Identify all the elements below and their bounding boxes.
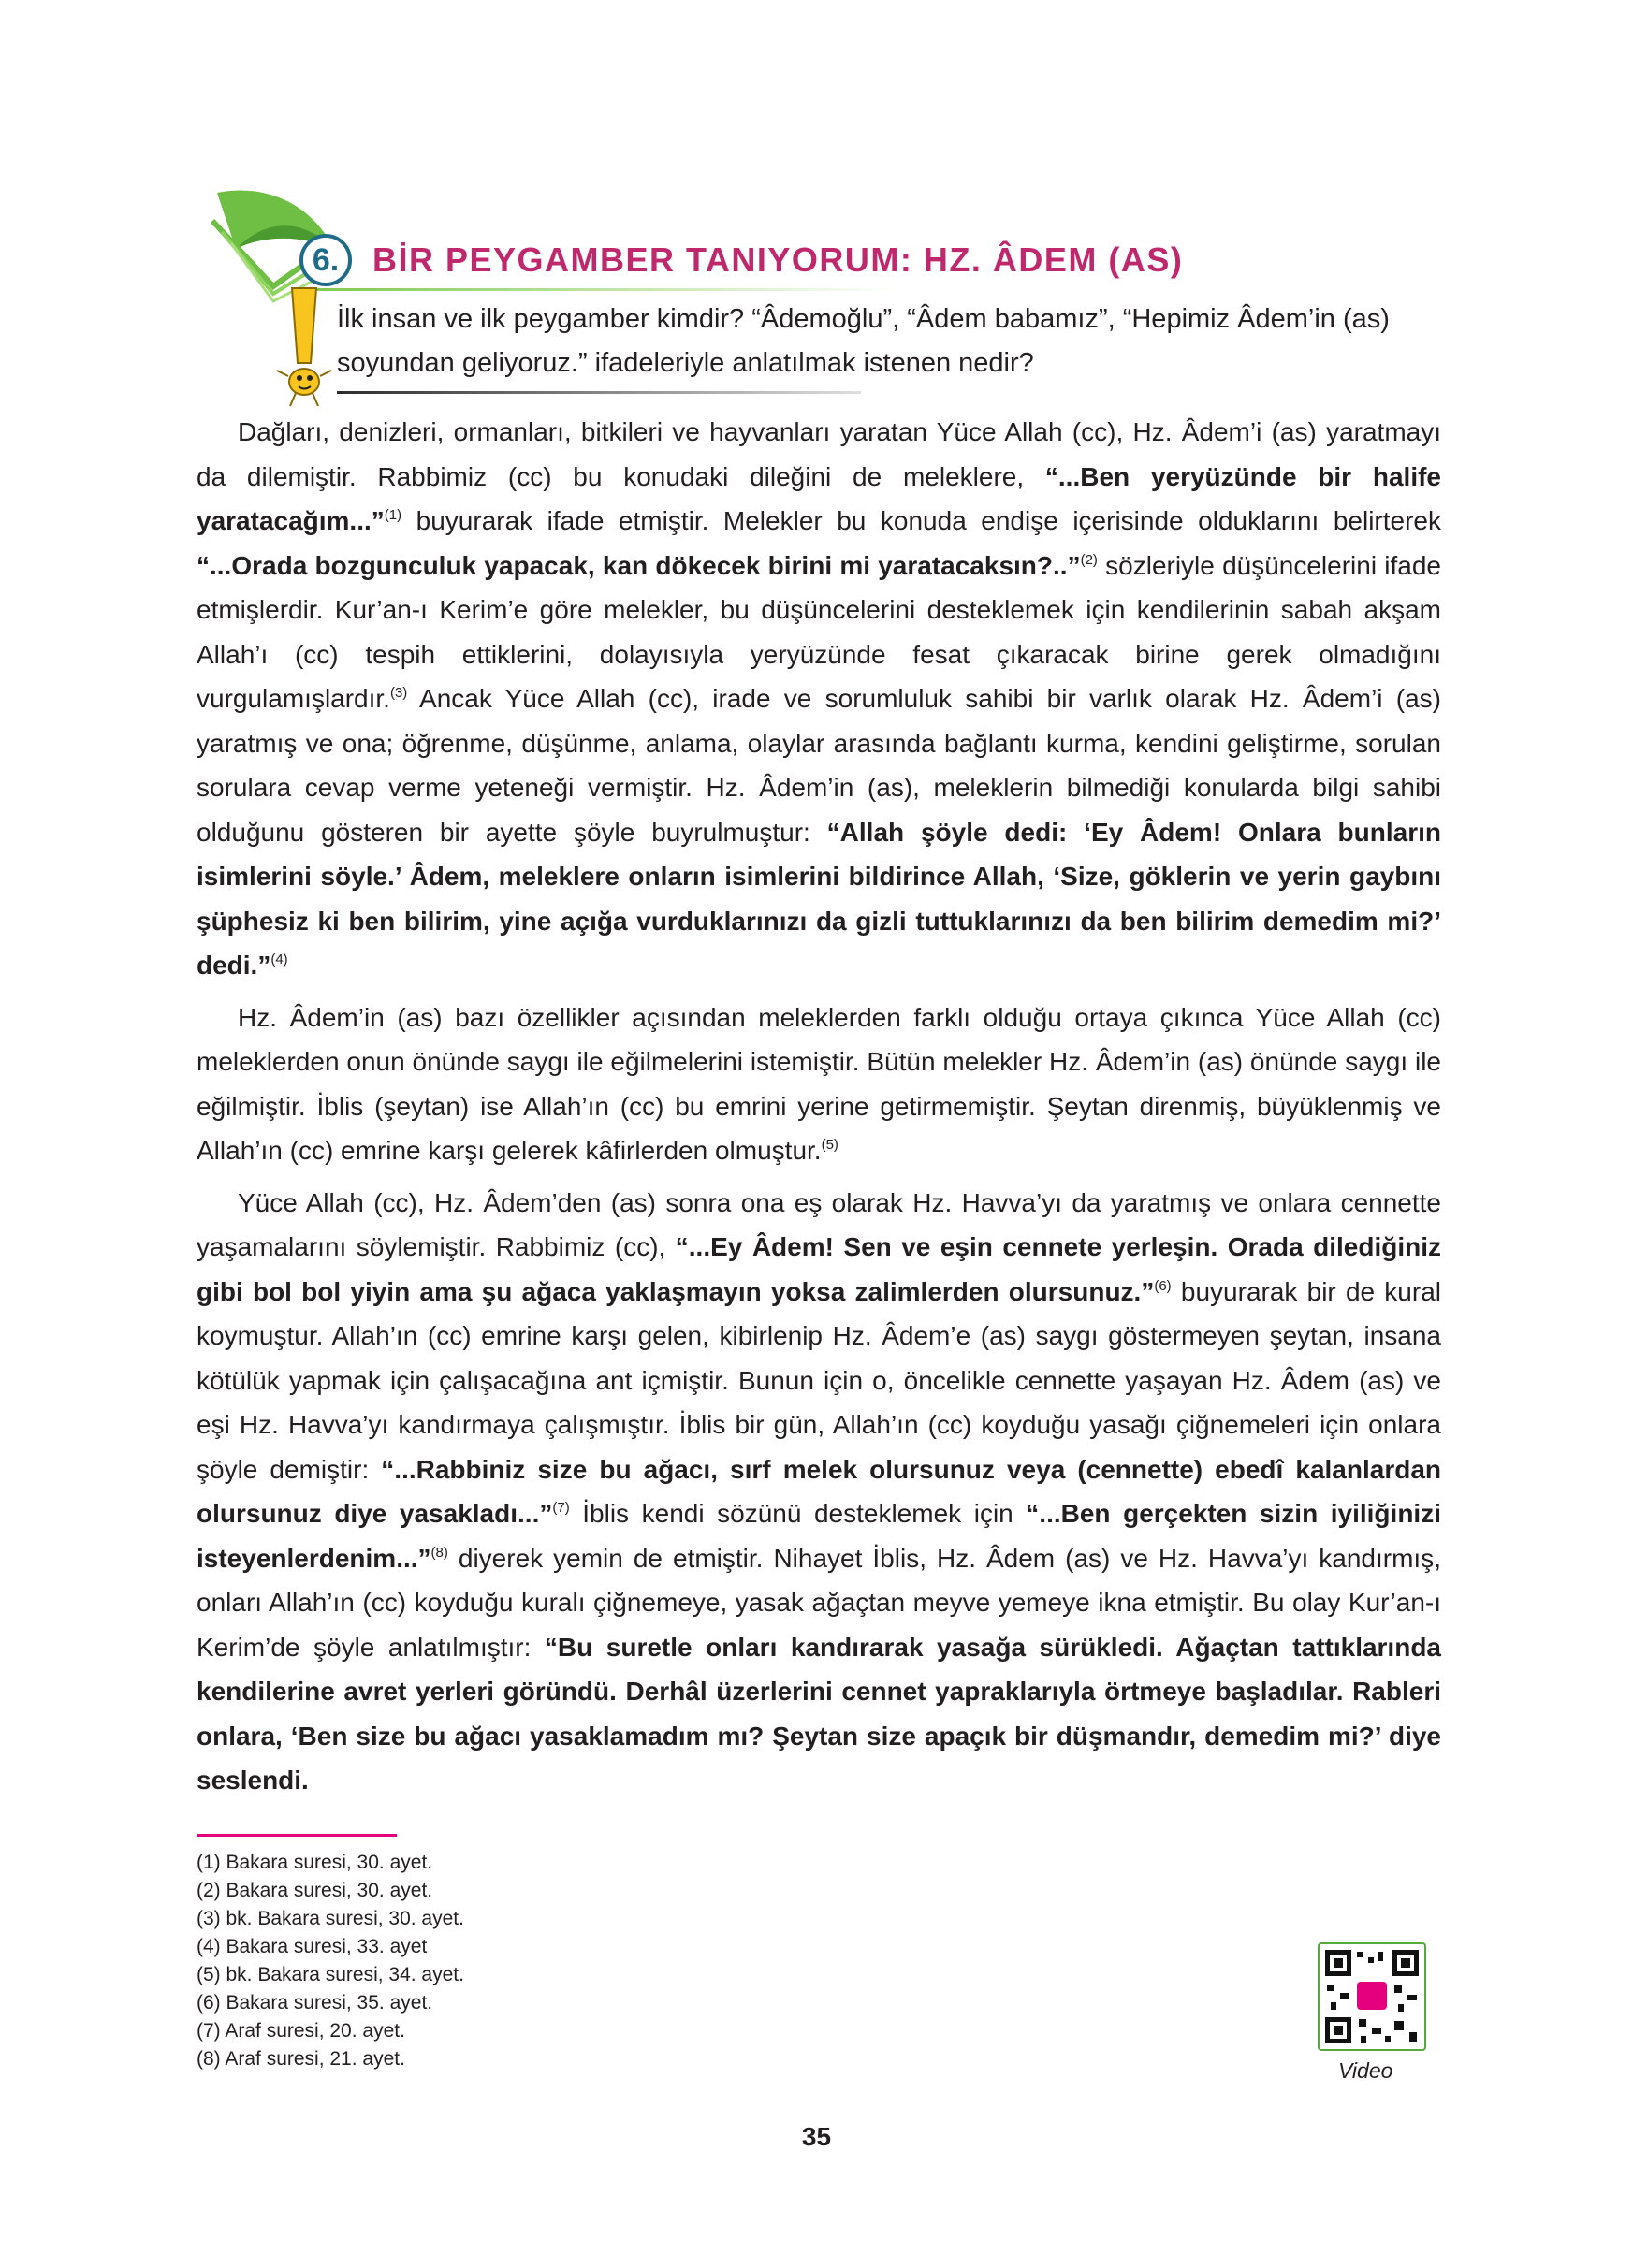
section-heading xyxy=(299,234,1183,286)
body-text-run: Ancak Yüce Allah (cc), irade ve sorumluluk sahibi bir varlık olarak Hz. Âdem’i (as) yaratmış ve ona; öğrenme, düşünme, anlama, olaylar arasında bağlantı kurma, kendini geliştirme, sorulan sorulara cevap verme yeteneği vermiştir. Hz. Âdem’in (as), meleklerin bilmediği konularda bilgi sahibi olduğunu gösteren bir ayette şöyle buyrulmuştur: xyxy=(197,684,1441,847)
section-number: 6. xyxy=(299,234,352,286)
body-text-run: buyurarak ifade etmiştir. Melekler bu konuda endişe içerisinde olduklarını belirterek xyxy=(401,506,1441,535)
footnote-ref: (4) xyxy=(270,952,288,967)
footnote: (3) bk. Bakara suresi, 30. ayet. xyxy=(197,1908,464,1929)
video-qr-code[interactable] xyxy=(1318,1942,1426,2051)
body-text-run: Hz. Âdem’in (as) bazı özellikler açısından meleklerden farklı olduğu ortaya çıkınca Yüce Allah (cc) meleklerden onun önünde saygı ile eğilmelerini istemiştir. Bütün melekler Hz. Âdem’in (as) önünde saygı ile eğilmiştir. İblis (şeytan) ise Allah’ın (cc) bu emrini yerine getirmemiştir. Şeytan direnmiş, büyüklenmiş ve Allah’ın (cc) emrine karşı gelerek kâfirlerden olmuştur. xyxy=(197,1002,1441,1165)
quote-text: “...Ben yeryüzünde bir halife yaratacağım...” xyxy=(197,461,1441,535)
paragraph xyxy=(197,410,1441,988)
quote-text: “...Rabbiniz size bu ağacı, sırf melek olursunuz veya (cennette) ebedî kalanlardan olursunuz diye yasakladı...” xyxy=(197,1454,1442,1528)
footnote-ref: (1) xyxy=(384,507,402,523)
body-text xyxy=(197,410,1441,1810)
footnote-ref: (8) xyxy=(430,1544,448,1561)
footnote-divider xyxy=(197,1834,397,1837)
quote-text: “...Orada bozgunculuk yapacak, kan dökecek birini mi yaratacaksın?..” xyxy=(197,550,1081,580)
footnote-ref: (7) xyxy=(552,1500,570,1516)
section-title: BİR PEYGAMBER TANIYORUM: HZ. ÂDEM (AS) xyxy=(372,240,1184,279)
footnote-ref: (5) xyxy=(821,1137,838,1153)
body-text-run: buyurarak bir de kural koymuştur. Allah’ın (cc) emrine karşı gelen, kibirlenip Hz. Âdem’e (as) saygı göstermeyen şeytan, insana kötülük yapmak için çalışacağına ant içmiştir. Bunun için o, öncelikle cennette yaşayan Hz. Âdem (as) ve eşi Hz. Havva’yı kandırmaya çalışmıştır. İblis bir gün, Allah’ın (cc) koyduğu yasağı çiğnemeleri için onlara şöyle demiştir: xyxy=(197,1276,1441,1484)
paragraph xyxy=(197,996,1441,1173)
footnotes xyxy=(197,1849,464,2073)
footnote: (7) Araf suresi, 20. ayet. xyxy=(197,2020,405,2042)
qr-caption: Video xyxy=(1338,2058,1393,2083)
footnote: (8) Araf suresi, 21. ayet. xyxy=(197,2048,405,2070)
quote-text: “Bu suretle onları kandırarak yasağa sürükledi. Ağaçtan tattıklarında kendilerine avret yerleri göründü. Derhâl üzerlerini cennet yapraklarıyla örtmeye başladılar. Rableri onlara, ‘Ben size bu ağacı yasaklamadım mı? Şeytan size apaçık bir düşmandır, demedim mi?’ diye seslendi. xyxy=(197,1632,1441,1795)
quote-text: “...Ben gerçekten sizin iyiliğinizi isteyenlerdenim...” xyxy=(197,1499,1441,1573)
intro-underline xyxy=(337,391,861,394)
footnote: (2) Bakara suresi, 30. ayet. xyxy=(197,1880,433,1901)
exclamation-mascot-icon xyxy=(271,281,337,412)
heading-underline xyxy=(301,288,900,291)
body-text-run: diyerek yemin de etmiştir. Nihayet İblis, Hz. Âdem (as) ve Hz. Havva’yı kandırmış, onları Allah’ın (cc) koyduğu kuralı çiğnemeye, yasak ağaçtan meyve yemeye ikna etmiştir. Bu olay Kur’an-ı Kerim’de şöyle anlatılmıştır: xyxy=(197,1543,1441,1662)
body-text-run: Dağları, denizleri, ormanları, bitkileri ve hayvanları yaratan Yüce Allah (cc), Hz. Âdem’i (as) yaratmayı da dilemiştir. Rabbimiz (cc) bu konudaki dileğini de meleklere, xyxy=(197,417,1441,491)
footnote-ref: (2) xyxy=(1080,551,1098,568)
intro-question: İlk insan ve ilk peygamber kimdir? “Âdemoğlu”, “Âdem babamız”, “Hepimiz Âdem’in (as) soyundan geliyoruz.” ifadeleriyle anlatılmak istenen nedir? xyxy=(337,304,1390,378)
footnote: (4) Bakara suresi, 33. ayet xyxy=(197,1936,428,1957)
body-text-run: sözleriyle düşüncelerini ifade etmişlerdir. Kur’an-ı Kerim’e göre melekler, bu düşüncelerini desteklemek için kendilerinin sabah akşam Allah’ı (cc) tespih ettiklerini, dolayısıyla yeryüzünde fesat çıkaracak birine gerek olmadığını vurgulamışlardır. xyxy=(197,550,1442,713)
qr-code-icon xyxy=(1320,1944,1424,2049)
page-number: 35 xyxy=(801,2122,832,2151)
footnote: (1) Bakara suresi, 30. ayet. xyxy=(197,1852,433,1873)
quote-text: “...Ey Âdem! Sen ve eşin cennete yerleşin. Orada dilediğiniz gibi bol bol yiyin ama şu ağaca yaklaşmayın yoksa zalimlerden olursunuz.” xyxy=(197,1232,1441,1306)
paragraph xyxy=(197,1181,1441,1803)
quote-text: “Allah şöyle dedi: ‘Ey Âdem! Onlara bunların isimlerini söyle.’ Âdem, meleklere onların isimlerini bildirince Allah, ‘Size, göklerin ve yerin gaybını şüphesiz ki ben bilirim, yine açığa vurduklarınızı da gizli tuttuklarınızı da ben bilirim demedim mi?’ dedi.” xyxy=(197,817,1441,980)
body-text-run: Yüce Allah (cc), Hz. Âdem’den (as) sonra ona eş olarak Hz. Havva’yı da yaratmış ve onlara cennette yaşamalarını söylemiştir. Rabbimiz (cc), xyxy=(197,1187,1441,1261)
footnote: (6) Bakara suresi, 35. ayet. xyxy=(197,1992,433,2014)
footnote-ref: (6) xyxy=(1154,1277,1172,1294)
body-text-run: İblis kendi sözünü desteklemek için xyxy=(569,1499,1027,1528)
footnote: (5) bk. Bakara suresi, 34. ayet. xyxy=(197,1964,464,1985)
footnote-ref: (3) xyxy=(389,685,408,701)
